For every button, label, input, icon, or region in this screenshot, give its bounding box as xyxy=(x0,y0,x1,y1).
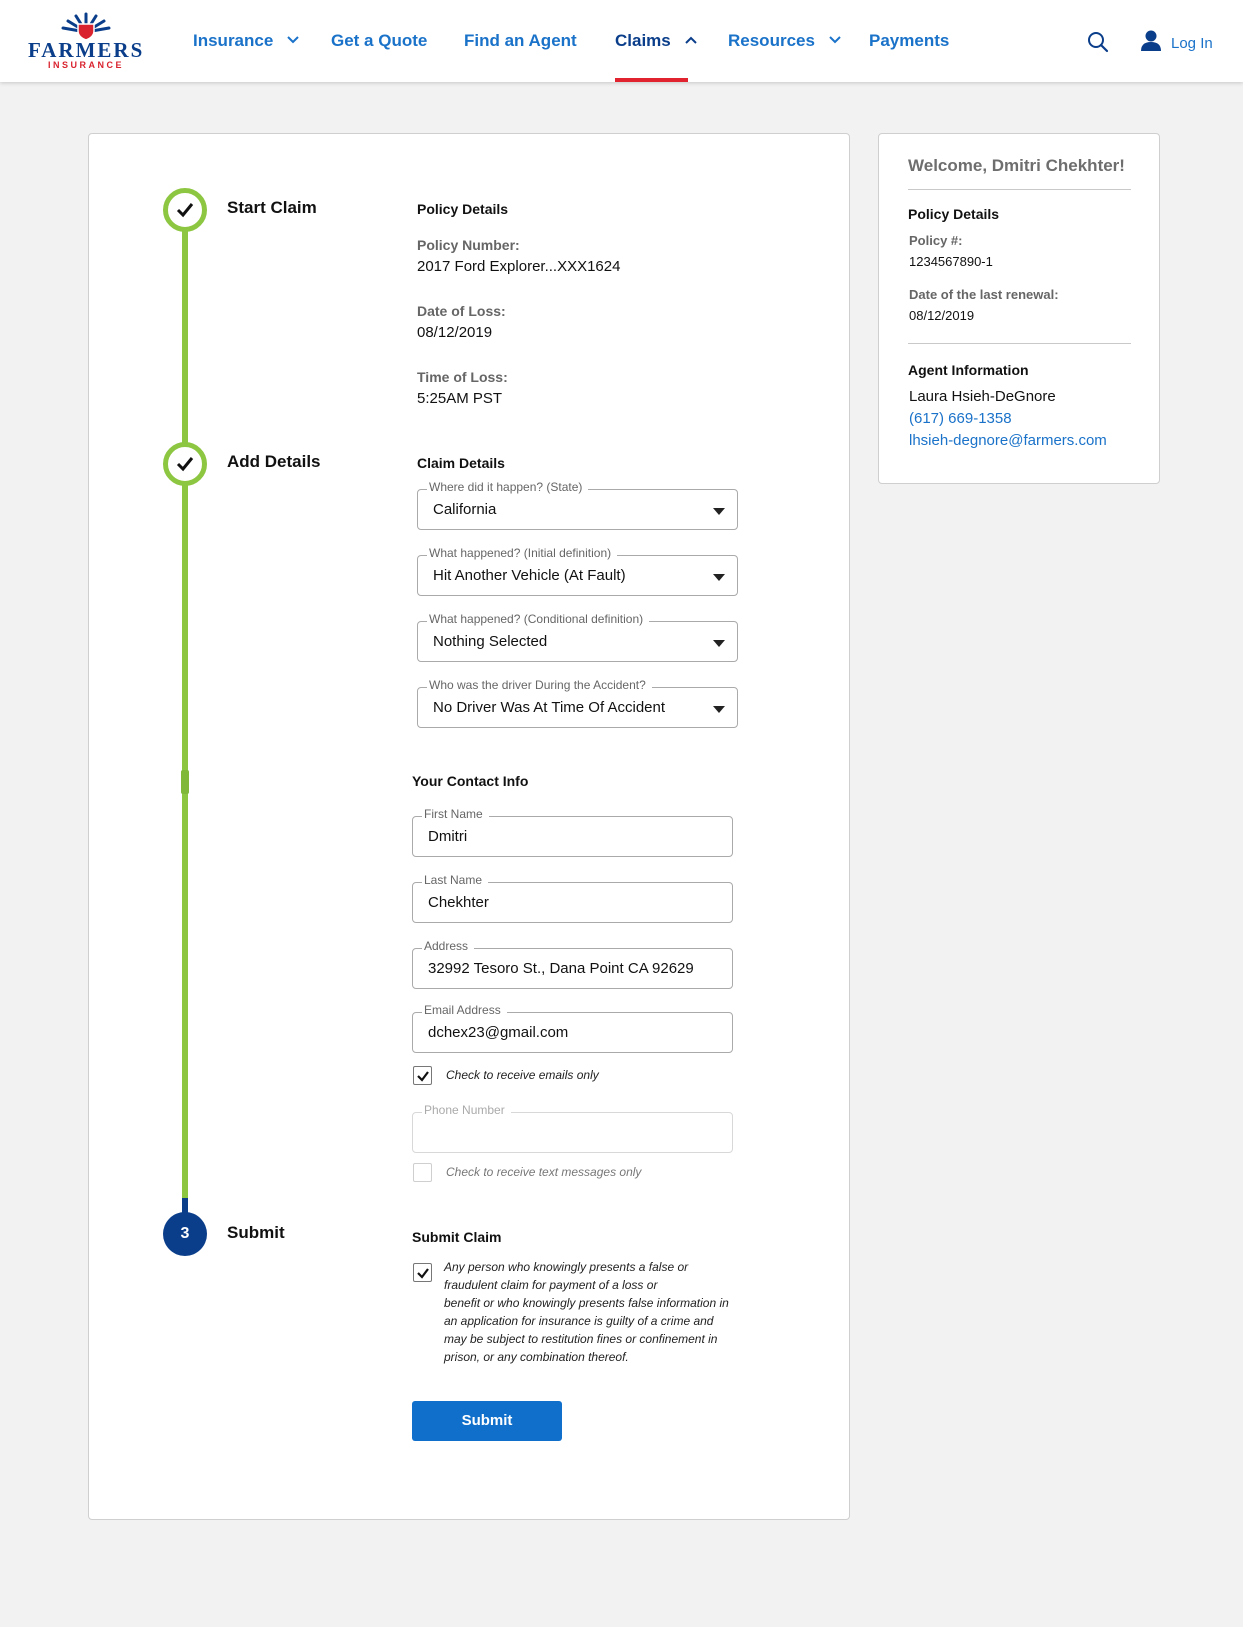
step-start-claim-complete xyxy=(163,188,207,232)
driver-select[interactable] xyxy=(417,678,738,728)
disclaimer-line: Any person who knowingly presents a false or xyxy=(444,1260,689,1274)
field-value: 32992 Tesoro St., Dana Point CA 92629 xyxy=(428,960,694,977)
claim-details-title: Claim Details xyxy=(417,455,505,471)
email-opt-checkbox[interactable] xyxy=(413,1066,432,1085)
nav-insurance[interactable] xyxy=(193,31,299,51)
fraud-disclaimer xyxy=(444,1258,744,1366)
field-label: What happened? (Conditional definition) xyxy=(427,612,649,626)
field-value: No Driver Was At Time Of Accident xyxy=(433,699,666,716)
agent-email-link[interactable]: lhsieh-degnore@farmers.com xyxy=(909,432,1107,449)
field-label: Who was the driver During the Accident? xyxy=(427,678,652,692)
submit-button[interactable]: Submit xyxy=(412,1401,562,1441)
checkmark-icon xyxy=(416,1069,430,1083)
field-value: Nothing Selected xyxy=(433,633,548,650)
renewal-label: Date of the last renewal: xyxy=(909,287,1059,302)
date-of-loss-value: 08/12/2019 xyxy=(417,324,493,341)
disclaimer-line: an application for insurance is guilty of a crime and xyxy=(444,1314,714,1328)
field-value: Chekhter xyxy=(428,894,489,911)
dropdown-caret-icon xyxy=(713,706,725,713)
text-opt-checkbox[interactable] xyxy=(413,1163,432,1182)
progress-track-handle xyxy=(181,770,189,794)
last-name-input[interactable] xyxy=(412,873,733,923)
chevron-down-icon xyxy=(287,36,299,44)
field-label: Phone Number xyxy=(422,1103,511,1117)
field-label: First Name xyxy=(422,807,489,821)
progress-track xyxy=(182,207,188,1210)
brand-subtitle: INSURANCE xyxy=(47,60,124,70)
nav-claims[interactable] xyxy=(615,31,697,51)
active-nav-indicator xyxy=(615,78,688,82)
phone-number-input[interactable] xyxy=(412,1103,733,1153)
policy-number-label: Policy Number: xyxy=(417,237,520,253)
disclaimer-line: fraudulent claim for payment of a loss or xyxy=(444,1278,658,1292)
welcome-message: Welcome, Dmitri Chekhter! xyxy=(908,156,1125,175)
chevron-down-icon xyxy=(829,36,841,44)
disclaimer-line: benefit or who knowingly presents false information in xyxy=(444,1296,729,1310)
disclaimer-checkbox[interactable] xyxy=(413,1263,432,1282)
field-label: Email Address xyxy=(422,1003,507,1017)
agent-info-title: Agent Information xyxy=(908,362,1029,378)
field-label: What happened? (Initial definition) xyxy=(427,546,617,560)
login-link[interactable]: Log In xyxy=(1171,35,1213,52)
field-value: Dmitri xyxy=(428,828,468,845)
agent-name: Laura Hsieh-DeGnore xyxy=(909,388,1056,405)
step-label-add-details: Add Details xyxy=(227,452,321,471)
step-label-submit: Submit xyxy=(227,1223,285,1242)
dropdown-caret-icon xyxy=(713,508,725,515)
state-select[interactable] xyxy=(417,480,738,530)
logo-emblem-icon xyxy=(60,12,112,40)
first-name-input[interactable] xyxy=(412,807,733,857)
step-submit-number: 3 xyxy=(163,1212,207,1256)
sidebar-policy-title: Policy Details xyxy=(908,206,1000,222)
time-of-loss-value: 5:25AM PST xyxy=(417,390,503,407)
checkmark-icon xyxy=(175,200,195,220)
policy-num-value: 1234567890-1 xyxy=(909,254,993,269)
address-input[interactable] xyxy=(412,939,733,989)
field-value: Hit Another Vehicle (At Fault) xyxy=(433,567,626,584)
text-opt-label: Check to receive text messages only xyxy=(446,1165,642,1179)
date-of-loss-label: Date of Loss: xyxy=(417,303,506,319)
initial-definition-select[interactable] xyxy=(417,546,738,596)
nav-label: Find an Agent xyxy=(464,31,577,50)
agent-phone-link[interactable]: (617) 669-1358 xyxy=(909,410,1012,427)
search-icon[interactable] xyxy=(1087,31,1109,53)
nav-find-an-agent[interactable] xyxy=(464,31,577,51)
checkmark-icon xyxy=(416,1266,430,1280)
policy-number-value: 2017 Ford Explorer...XXX1624 xyxy=(417,258,621,275)
renewal-value: 08/12/2019 xyxy=(909,308,975,323)
nav-label: Get a Quote xyxy=(331,31,428,50)
submit-claim-title: Submit Claim xyxy=(412,1229,502,1245)
nav-label: Resources xyxy=(728,31,815,50)
brand-wordmark: FARMERS xyxy=(28,38,145,62)
nav-label: Insurance xyxy=(193,31,274,50)
dropdown-caret-icon xyxy=(713,574,725,581)
nav-payments[interactable] xyxy=(869,31,949,51)
field-label: Last Name xyxy=(422,873,488,887)
divider xyxy=(908,343,1131,344)
checkmark-icon xyxy=(175,454,195,474)
policy-num-label: Policy #: xyxy=(909,233,963,248)
field-value: dchex23@gmail.com xyxy=(428,1024,569,1041)
nav-get-a-quote[interactable] xyxy=(331,31,427,51)
divider xyxy=(908,189,1131,190)
field-label: Where did it happen? (State) xyxy=(427,480,588,494)
user-icon[interactable] xyxy=(1141,30,1161,52)
conditional-definition-select[interactable] xyxy=(417,612,738,662)
farmers-logo[interactable] xyxy=(28,12,144,74)
field-label: Address xyxy=(422,939,474,953)
nav-label: Claims xyxy=(615,31,671,50)
policy-details-title: Policy Details xyxy=(417,201,509,217)
email-opt-label: Check to receive emails only xyxy=(446,1068,599,1082)
email-input[interactable] xyxy=(412,1003,733,1053)
dropdown-caret-icon xyxy=(713,640,725,647)
time-of-loss-label: Time of Loss: xyxy=(417,369,508,385)
site-header xyxy=(0,0,1243,82)
step-add-details-complete xyxy=(163,442,207,486)
nav-label: Payments xyxy=(869,31,950,50)
field-value: California xyxy=(433,501,497,518)
nav-resources[interactable] xyxy=(728,31,841,51)
contact-info-title: Your Contact Info xyxy=(412,773,529,789)
chevron-up-icon xyxy=(685,36,697,44)
step-label-start-claim: Start Claim xyxy=(227,198,317,217)
disclaimer-line: may be subject to restitution fines or confinement in xyxy=(444,1332,718,1346)
disclaimer-line: prison, or any combination thereof. xyxy=(444,1350,629,1364)
